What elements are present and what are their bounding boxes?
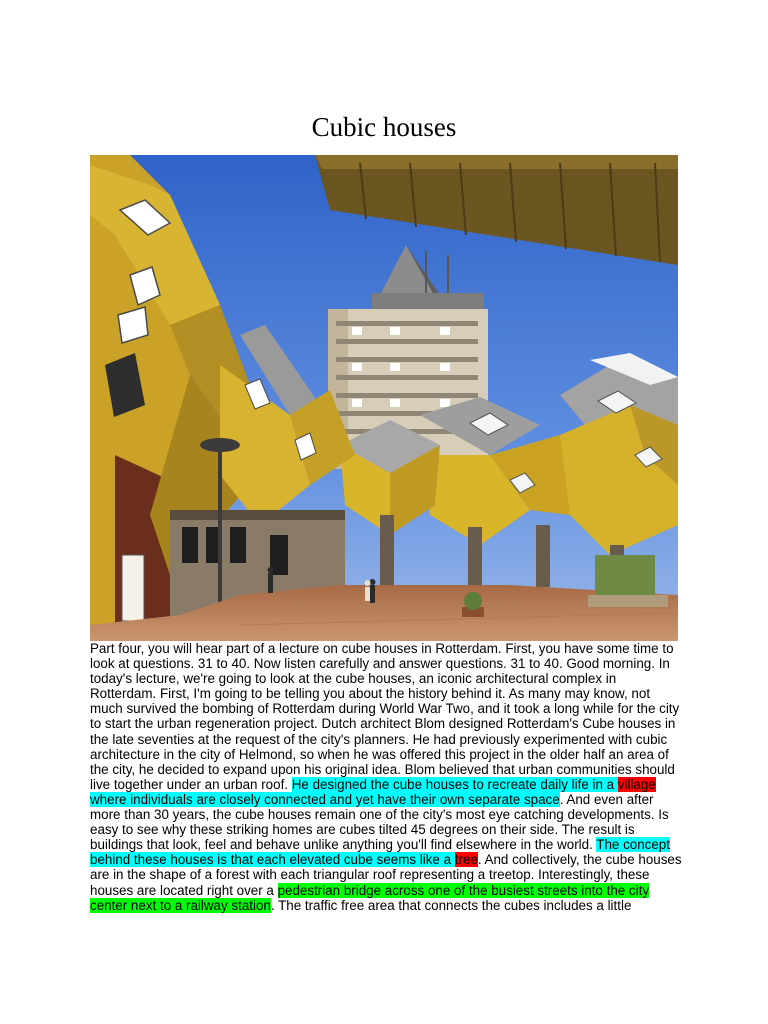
cube-houses-photo: [90, 155, 678, 641]
highlighted-segment: pedestrian bridge across one of the busiest streets into the city center next to a railway station: [90, 882, 650, 913]
transcript-segment: Part four, you will hear part of a lecture on cube houses in Rotterdam. First, you have some time to look at questions. 31 to 40. Now listen carefully and answer questions. 31 to 40. Good morning. In today's lecture, we're going to look at the cube houses, an iconic architectural complex in Rotterdam. First, I'm going to be telling you about the history behind it. As many may know, not much survived the bombing of Rotterdam during World War Two, and it took a long while for the city to start the urban regeneration project. Dutch architect Blom designed Rotterdam's Cube houses in the late seventies at the request of the city's planners. He had previously experimented with cubic architecture in the city of Helmond, so when he was offered this project in the older half an area of the city, he decided to expand upon his original idea. Blom believed that urban communities should live together under an urban roof.: [90, 641, 680, 792]
lecture-transcript: [90, 641, 682, 913]
highlighted-segment: The concept behind these houses is that each elevated cube seems like a: [90, 837, 670, 868]
page-title: Cubic houses: [311, 112, 457, 142]
transcript-segment: . And collectively, the cube houses are in the shape of a forest with each triangular roof representing a treetop. Interestingly, these houses are located right over a: [90, 852, 682, 898]
transcript-segment: . And even after more than 30 years, the cube houses remain one of the city's most eye catching developments. Is easy to see why these striking homes are cubes tilted 45 degrees on their side. The result is buildings that look, feel and behave unlike anything you'll find elsewhere in the world.: [90, 791, 669, 853]
highlighted-segment: where individuals are closely connected and yet have their own separate space: [90, 791, 560, 807]
highlighted-answer-word: tree: [454, 852, 478, 868]
highlighted-segment: He designed the cube houses to recreate daily life in a: [291, 776, 618, 792]
transcript-segment: . The traffic free area that connects the cubes includes a little: [270, 897, 632, 913]
highlighted-answer-word: village: [617, 776, 656, 792]
